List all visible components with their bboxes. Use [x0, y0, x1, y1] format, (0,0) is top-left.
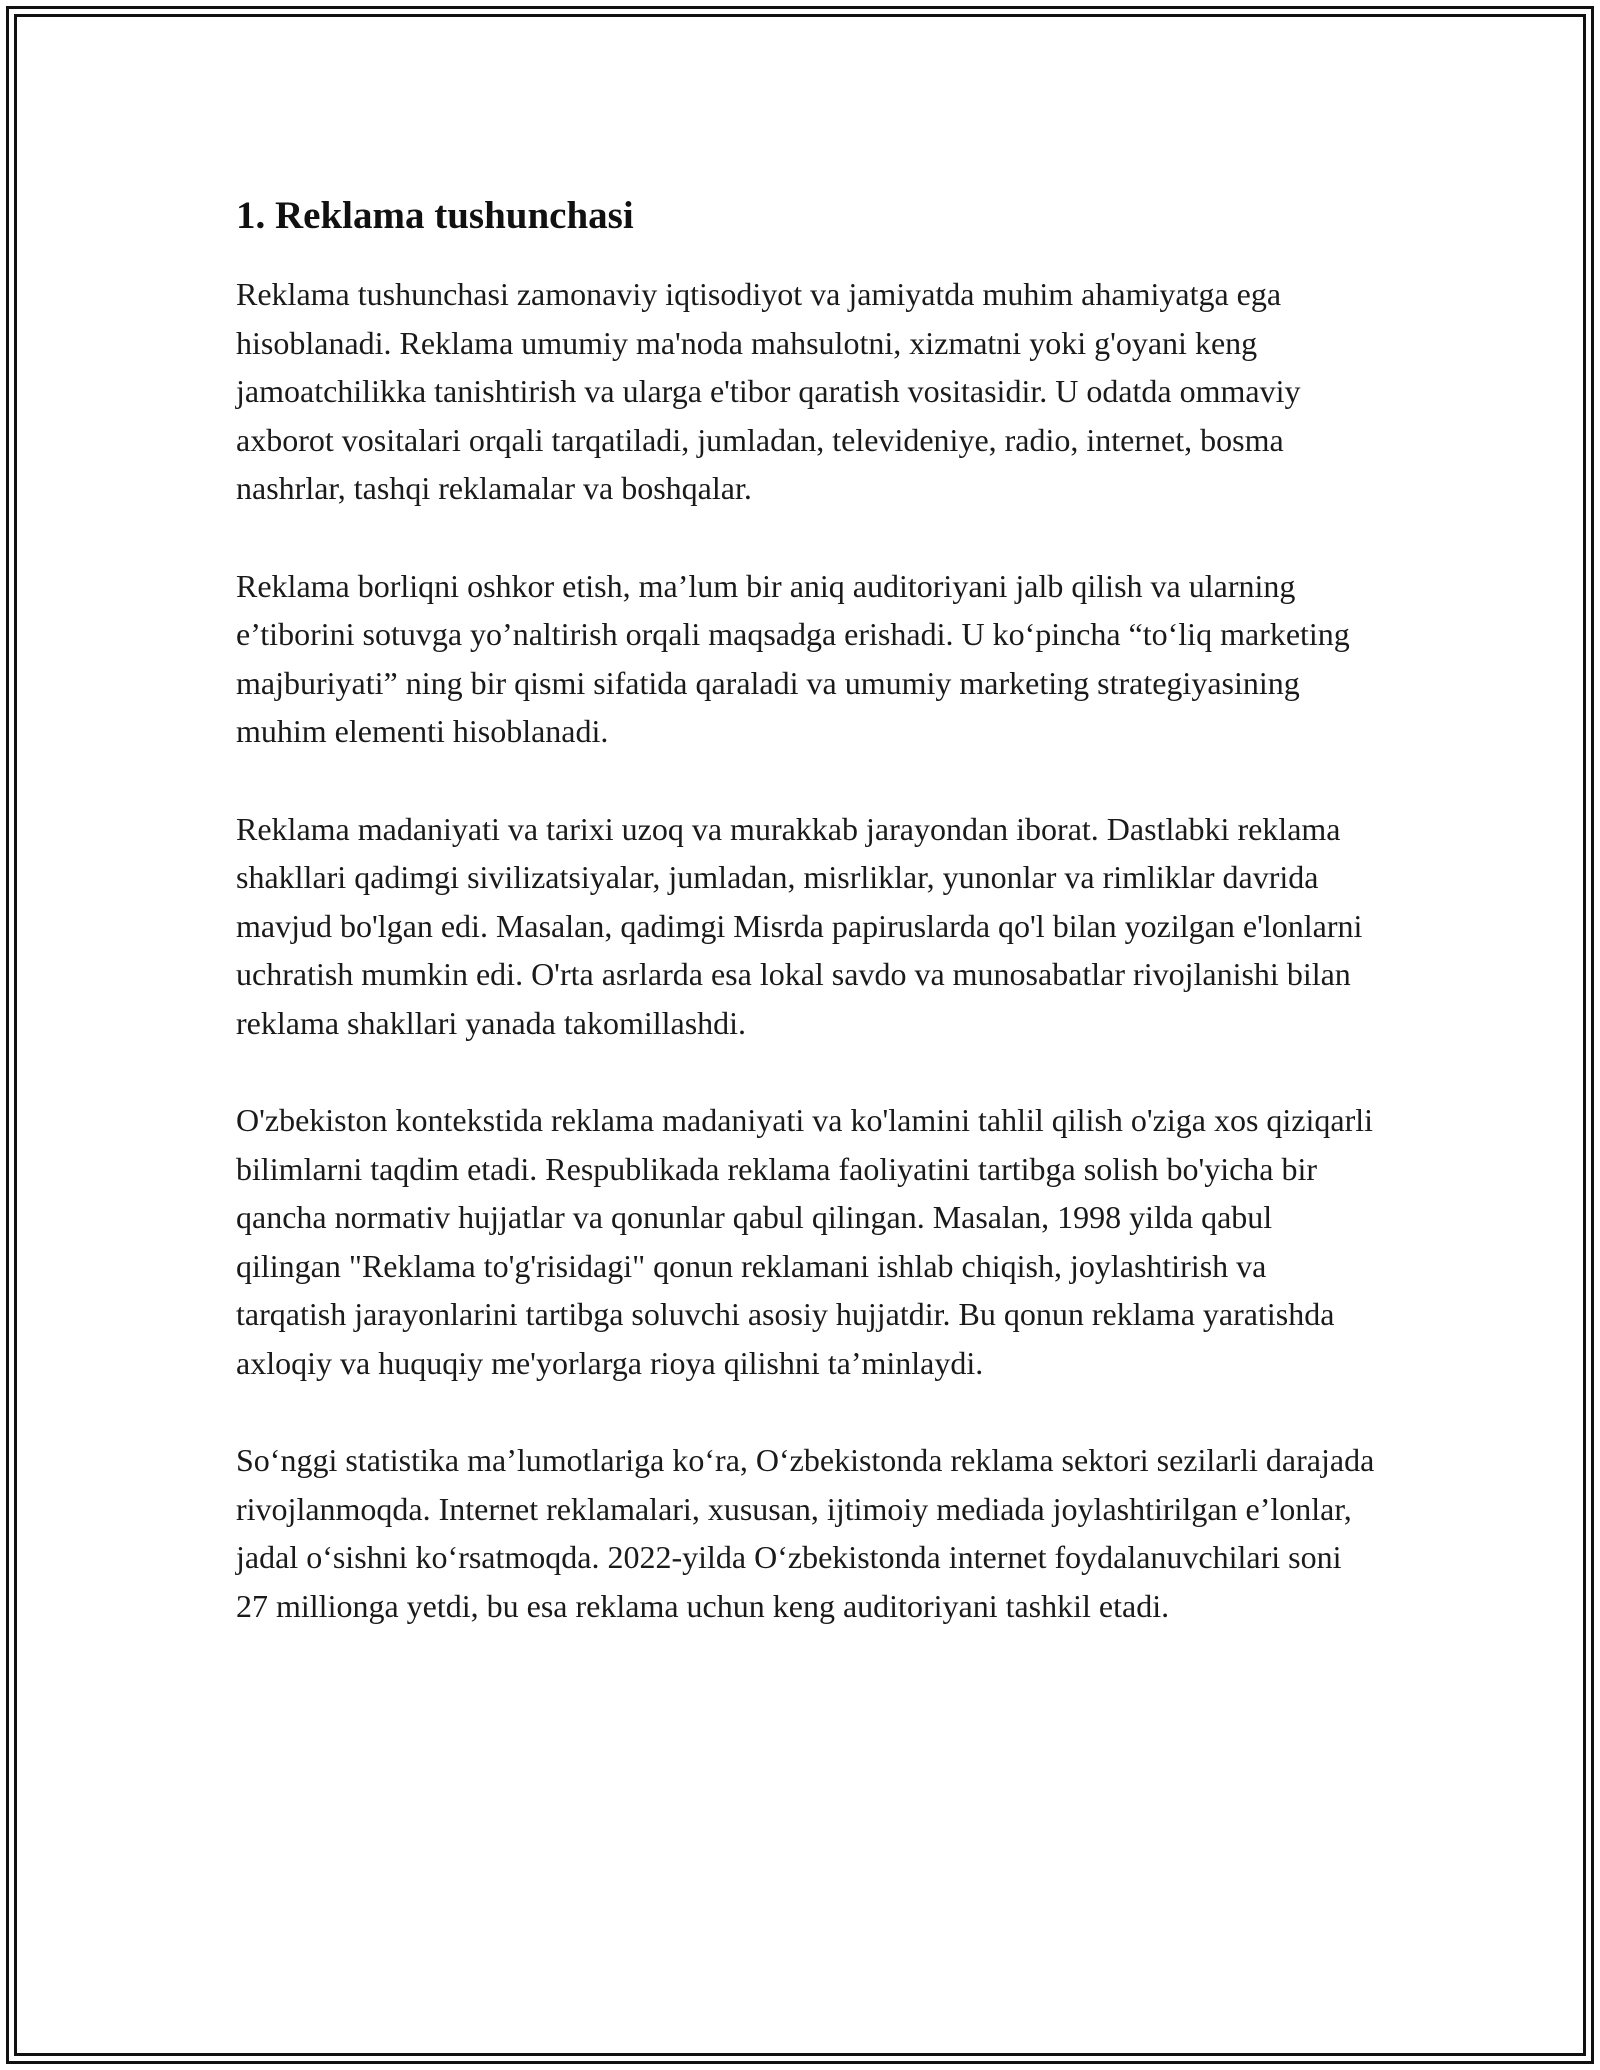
paragraph-5: So‘nggi statistika ma’lumotlariga ko‘ra, O‘zbekistonda reklama sektori sezilarli darajada rivojlanmoqda. Internet reklamalari, xususan, ijtimoiy mediada joylashtirilgan e’lonlar, jadal o‘sishni ko‘rsatmoqda. 2022-yilda O‘zbekistonda internet foydalanuvchilari soni 27 millionga yetdi, bu esa reklama uchun keng auditoriyani tashkil etadi. — [236, 1442, 1375, 1624]
paragraph-2: Reklama borliqni oshkor etish, ma’lum bir aniq auditoriyani jalb qilish va ularning e’tiborini sotuvga yo’naltirish orqali maqsadga erishadi. U ko‘pincha “to‘liq marketing majburiyati” ning bir qismi sifatida qaraladi va umumiy marketing strategiyasining muhim elementi hisoblanadi. — [236, 567, 1350, 749]
paragraph-4: O'zbekiston kontekstida reklama madaniyati va ko'lamini tahlil qilish o'ziga xos qiziqarli bilimlarni taqdim etadi. Respublikada reklama faoliyatini tartibga solish bo'yicha bir qancha normativ hujjatlar va qonunlar qabul qilingan. Masalan, 1998 yilda qabul qilingan "Reklama to'g'risidagi" qonun reklamani ishlab chiqish, joylashtirish va tarqatish jarayonlarini tartibga soluvchi asosiy hujjatdir. Bu qonun reklama yaratishda axloqiy va huquqiy me'yorlarga rioya qilishni ta’minlaydi. — [236, 1102, 1374, 1381]
paragraph-3: Reklama madaniyati va tarixi uzoq va murakkab jarayondan iborat. Dastlabki reklama shakllari qadimgi sivilizatsiyalar, jumladan, misrliklar, yunonlar va rimliklar davrida mavjud bo'lgan edi. Masalan, qadimgi Misrda papiruslarda qo'l bilan yozilgan e'lonlarni uchratish mumkin edi. O'rta asrlarda esa lokal savdo va munosabatlar rivojlanishi bilan reklama shakllari yanada takomillashdi. — [236, 810, 1363, 1041]
paragraph-1: Reklama tushunchasi zamonaviy iqtisodiyot va jamiyatda muhim ahamiyatga ega hisoblanadi. Reklama umumiy ma'noda mahsulotni, xizmatni yoki g'oyani keng jamoatchilikka tanishtirish va ularga e'tibor qaratish vositasidir. U odatda ommaviy axborot vositalari orqali tarqatiladi, jumladan, televideniye, radio, internet, bosma nashrlar, tashqi reklamalar va boshqalar. — [236, 276, 1301, 506]
section-heading: 1. Reklama tushunchasi — [236, 194, 634, 237]
document-body — [236, 188, 1376, 1630]
